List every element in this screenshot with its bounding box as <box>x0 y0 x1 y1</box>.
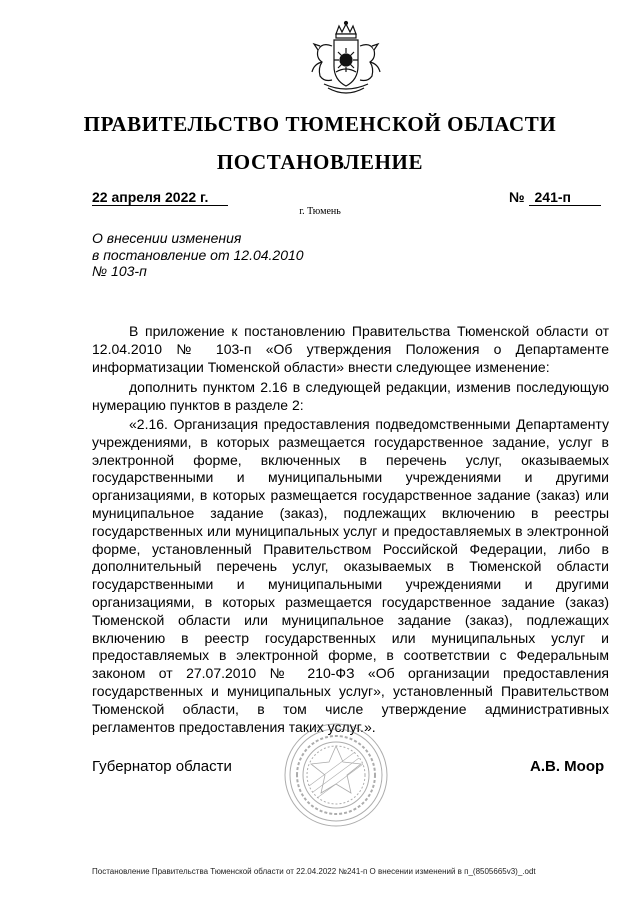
body-line: организациями, в которых размещается государственное задание (заказ) или <box>92 487 609 504</box>
body-line: организациями, в которых размещается государственное задание (заказ) <box>92 593 609 610</box>
body-line: включению в реестр государственных или муниципальных услуг и <box>92 629 609 646</box>
body-line: дополнить пунктом 2.16 в следующей редакции, изменив последующую <box>129 379 609 395</box>
subject-line: в постановление от 12.04.2010 <box>92 246 304 263</box>
body-line: информатизации Тюменской области» внести следующее изменение: <box>92 358 550 375</box>
official-seal-icon <box>283 722 389 828</box>
body-line: муниципальное задание (заказ), подлежащих включению в реестры <box>92 504 609 521</box>
body-line: государственных и муниципальных услуг», установленный Правительством <box>92 682 609 699</box>
subject-line: О внесении изменения <box>92 230 242 246</box>
body-line: форме, установленный Правительством Российской Федерации, либо в <box>92 540 609 557</box>
body-line: регламентов предоставления таких услуг.». <box>92 718 376 735</box>
body-line: «2.16. Организация предоставления подведомственными Департаменту <box>129 416 609 432</box>
page-footer: Постановление Правительства Тюменской области от 22.04.2022 №241-п О внесении изменений в п_(8505665v3)_.odt <box>92 867 536 876</box>
body-line: Тюменской области, в том числе утверждение административных <box>92 700 609 717</box>
paragraph-amendment-intro <box>92 323 609 376</box>
body-line: 12.04.2010 № 103-п «Об утверждения Положения о Департаменте <box>92 340 609 357</box>
paragraph-amendment-instruction <box>92 379 609 415</box>
subject-line: № 103-п <box>92 263 147 279</box>
signer-name: А.В. Моор <box>530 758 605 775</box>
document-subject <box>92 230 332 280</box>
document-type: ПОСТАНОВЛЕНИЕ <box>216 150 424 174</box>
city-label: г. Тюмень <box>299 206 341 217</box>
body-line: электронной форме, включенных в перечень услуг, оказываемых <box>92 451 609 468</box>
signer-title: Губернатор области <box>92 758 232 775</box>
body-line: государственными и муниципальными учреждениями и другими <box>92 576 609 593</box>
number-value: 241-п <box>529 189 601 206</box>
document-number <box>509 189 601 206</box>
body-line: государственных или муниципальных услуг и предоставляемых в электронной <box>92 522 609 539</box>
body-line: Тюменской области или муниципальное задание (заказ), подлежащих <box>92 611 609 628</box>
coat-of-arms-icon <box>306 20 386 100</box>
body-line: учреждениями, в которых размещается государственное задание, услуг в <box>92 433 609 450</box>
body-line: дополнительный перечень услуг, оказываемых в Тюменской области <box>92 558 609 575</box>
paragraph-new-clause <box>92 416 609 736</box>
body-line: В приложение к постановлению Правительства Тюменской области от <box>129 323 609 339</box>
body-line: нумерацию пунктов в разделе 2: <box>92 396 304 413</box>
government-title: ПРАВИТЕЛЬСТВО ТЮМЕНСКОЙ ОБЛАСТИ <box>83 112 557 136</box>
body-line: предоставляемых в электронной форме, в соответствии с Федеральным <box>92 647 609 664</box>
document-date: 22 апреля 2022 г. <box>92 189 228 206</box>
number-label: № <box>509 189 525 205</box>
body-line: законом от 27.07.2010 № 210-ФЗ «Об организации предоставления <box>92 665 609 682</box>
body-line: государственными и муниципальными учреждениями и другими <box>92 469 609 486</box>
